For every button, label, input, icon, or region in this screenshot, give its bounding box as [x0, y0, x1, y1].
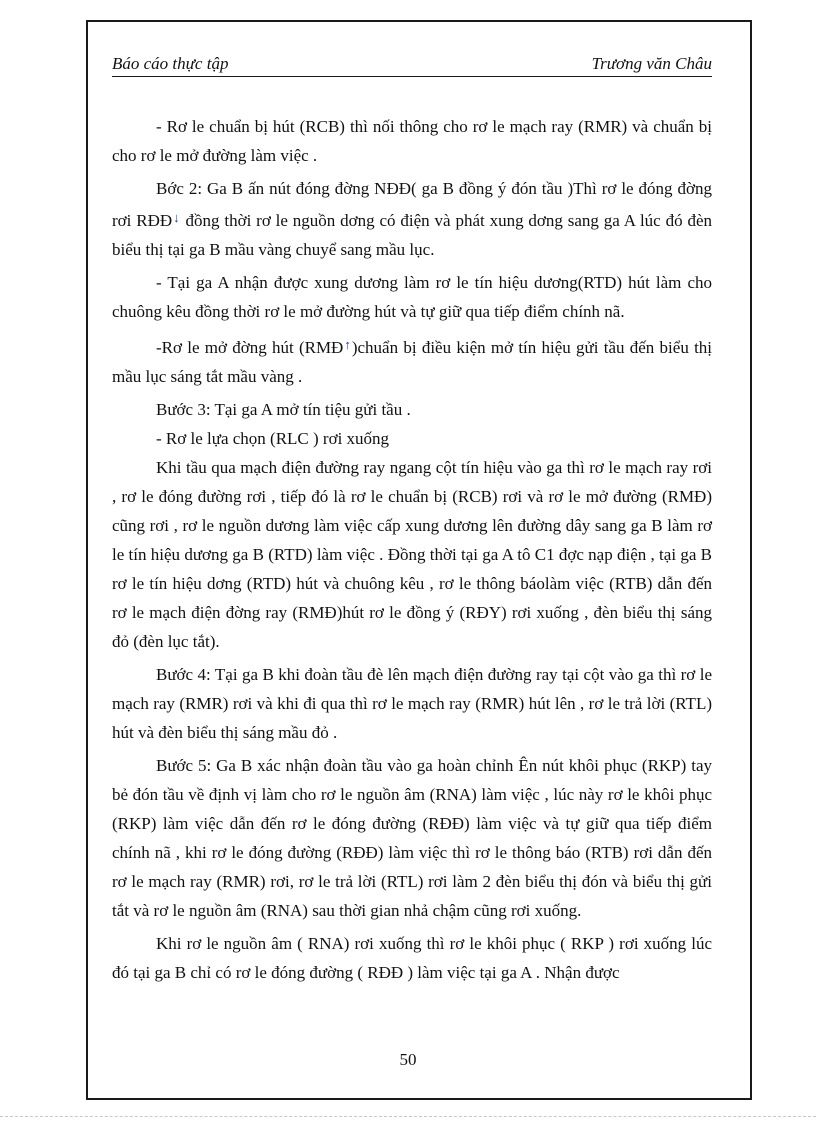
paragraph: Khi tầu qua mạch điện đường ray ngang cột tín hiệu vào ga thì rơ le mạch ray rơi , rơ le đóng đường rơi , tiếp đó là rơ le chuẩn bị (RCB) rơi và rơ le mở đường (RMĐ) cũng rơi , rơ le nguồn dương làm việc cấp xung dương lên đường dây sang ga B làm rơ le tín hiệu dương ga B (RTD) làm việc . Đồng thời tại ga A tô C1 đợc nạp điện , tại ga B rơ le tín hiệu dơng (RTD) hút và chuông kêu , rơ le thông báolàm việc (RTB) dẫn đến rơ le mạch điện đờng ray (RMĐ)hút rơ le đồng ý (RĐY) rơi xuống , đèn biểu thị sáng đỏ (đèn lục tắt).	[112, 458, 712, 651]
page-bottom-divider	[0, 1116, 816, 1117]
paragraph: - Rơ le chuẩn bị hút (RCB) thì nối thông cho rơ le mạch ray (RMR) và chuẩn bị cho rơ le mở đường làm việc .	[112, 117, 712, 165]
header-report-title: Báo cáo thực tập	[112, 54, 229, 73]
paragraph: Khi rơ le nguồn âm ( RNA) rơi xuống thì rơ le khôi phục ( RKP ) rơi xuống lúc đó tại ga B chỉ có rơ le đóng đường ( RĐĐ ) làm việc tại ga A . Nhận được	[112, 934, 712, 982]
paragraph: Bớc 2: Ga B ấn nút đóng đờng NĐĐ( ga B đồng ý đón tầu )Thì rơ le đóng đờng rơi RĐĐ↓ đồng thời rơ le nguồn dơng có điện và phát xung dơng sang ga A lúc đó đèn biểu thị tại ga B mầu vàng chuyể sang mầu lục.	[112, 179, 712, 259]
paragraph: - Rơ le lựa chọn (RLC ) rơi xuống	[156, 429, 390, 448]
paragraph: Bước 5: Ga B xác nhận đoàn tầu vào ga hoàn chỉnh Ên nút khôi phục (RKP) tay bẻ đón tầu về định vị làm cho rơ le nguồn âm (RNA) làm việc , lúc này rơ le khôi phục (RKP) làm việc dẫn đến rơ le đóng đường (RĐĐ) làm việc và tự giữ qua tiếp điểm chính nã , khi rơ le đóng đường (RĐĐ) làm việc thì rơ le thông báo (RTB) rơi dẫn đến rơ le mạch ray (RMR) rơi, rơ le trả lời (RTL) rơi làm 2 đèn biểu thị đón và biểu thị gửi tắt và rơ le nguồn âm (RNA) sau thời gian nhả chậm cũng rơi xuống.	[112, 756, 712, 920]
arrow-up-icon: ↑	[344, 337, 351, 352]
paragraph: -Rơ le mở đờng hút (RMĐ↑)chuẩn bị điều kiện mở tín hiệu gửi tầu đến biểu thị mầu lục sáng tắt mầu vàng .	[112, 337, 713, 386]
paragraph: Bước 3: Tại ga A mở tín tiệu gửi tầu .	[156, 400, 411, 419]
body-text	[112, 112, 712, 991]
header-author: Trương văn Châu	[591, 54, 712, 73]
paragraph: - Tại ga A nhận được xung dương làm rơ le tín hiệu dương(RTD) hút làm cho chuông kêu đồng thời rơ le mở đường hút và tự giữ qua tiếp điểm chính nã.	[112, 273, 712, 321]
paragraph: Bước 4: Tại ga B khi đoàn tầu đè lên mạch điện đường ray tại cột vào ga thì rơ le mạch ray (RMR) rơi và khi đi qua thì rơ le mạch ray (RMR) hút lên , rơ le trả lời (RTL) hút và đèn biểu thị sáng mầu đỏ .	[112, 665, 712, 742]
page-header	[112, 54, 712, 77]
page-number: 50	[399, 1050, 417, 1069]
arrow-down-icon: ↓	[173, 210, 180, 225]
